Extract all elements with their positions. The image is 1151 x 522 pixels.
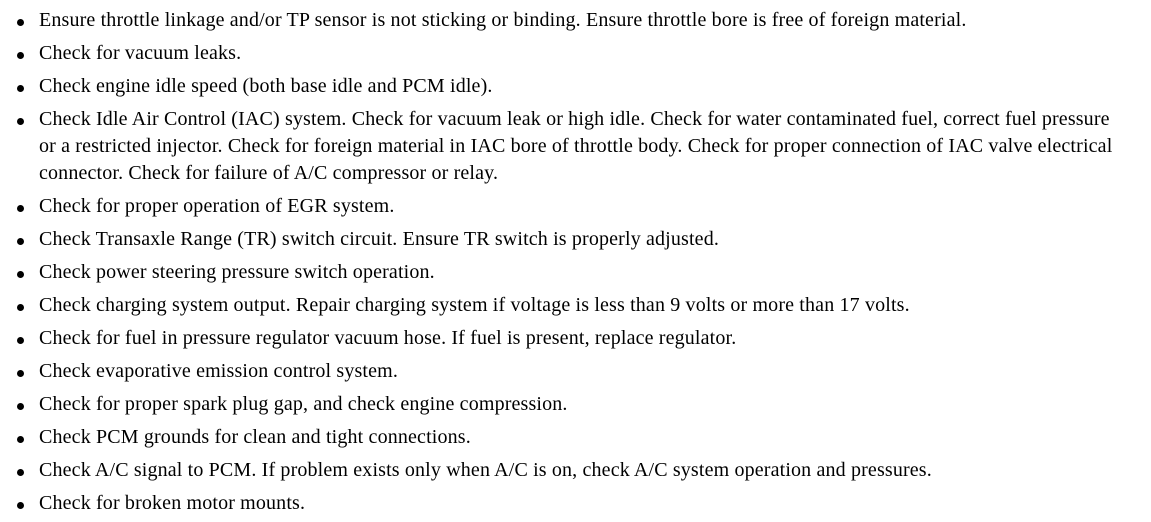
list-item — [0, 40, 1131, 67]
bullet-icon — [17, 403, 24, 410]
list-item — [0, 457, 1131, 484]
list-item-text: Check for proper spark plug gap, and check engine compression. — [39, 393, 568, 415]
list-item — [0, 292, 1131, 319]
list-item — [0, 7, 1131, 34]
list-item-text: Check Idle Air Control (IAC) system. Check for vacuum leak or high idle. Check for water contaminated fuel, correct fuel pressure or a restricted injector. Check for foreign material in IAC bore of throttle body. Check for proper connection of IAC valve electrical connector. Check for failure of A/C compressor or relay. — [39, 108, 1113, 184]
bullet-icon — [17, 271, 24, 278]
list-item — [0, 391, 1131, 418]
list-item-text: Check for broken motor mounts. — [39, 492, 306, 514]
list-item — [0, 106, 1131, 187]
bullet-icon — [17, 337, 24, 344]
bullet-icon — [17, 205, 24, 212]
list-item — [0, 226, 1131, 253]
bullet-icon — [17, 52, 24, 59]
list-item-text: Check PCM grounds for clean and tight connections. — [39, 426, 471, 448]
list-item — [0, 424, 1131, 451]
bullet-icon — [17, 469, 24, 476]
list-item-text: Check evaporative emission control system. — [39, 360, 398, 382]
list-item — [0, 73, 1131, 100]
list-item — [0, 193, 1131, 220]
bullet-icon — [17, 502, 24, 509]
list-item — [0, 259, 1131, 286]
list-item — [0, 490, 1131, 517]
list-item-text: Check for vacuum leaks. — [39, 42, 242, 64]
bullet-icon — [17, 370, 24, 377]
list-item-text: Check for proper operation of EGR system. — [39, 195, 395, 217]
list-item — [0, 358, 1131, 385]
bullet-icon — [17, 19, 24, 26]
bullet-icon — [17, 85, 24, 92]
list-item-text: Check A/C signal to PCM. If problem exists only when A/C is on, check A/C system operation and pressures. — [39, 459, 932, 481]
bullet-icon — [17, 238, 24, 245]
list-item-text: Check Transaxle Range (TR) switch circuit. Ensure TR switch is properly adjusted. — [39, 228, 719, 250]
list-item-text: Check charging system output. Repair charging system if voltage is less than 9 volts or more than 17 volts. — [39, 294, 910, 316]
bullet-icon — [17, 304, 24, 311]
list-item-text: Check for fuel in pressure regulator vacuum hose. If fuel is present, replace regulator. — [39, 327, 737, 349]
list-item — [0, 325, 1131, 352]
bullet-icon — [17, 436, 24, 443]
list-item-text: Ensure throttle linkage and/or TP sensor is not sticking or binding. Ensure throttle bore is free of foreign material. — [39, 9, 967, 31]
list-item-text: Check power steering pressure switch operation. — [39, 261, 435, 283]
bullet-icon — [17, 118, 24, 125]
list-item-text: Check engine idle speed (both base idle and PCM idle). — [39, 75, 493, 97]
